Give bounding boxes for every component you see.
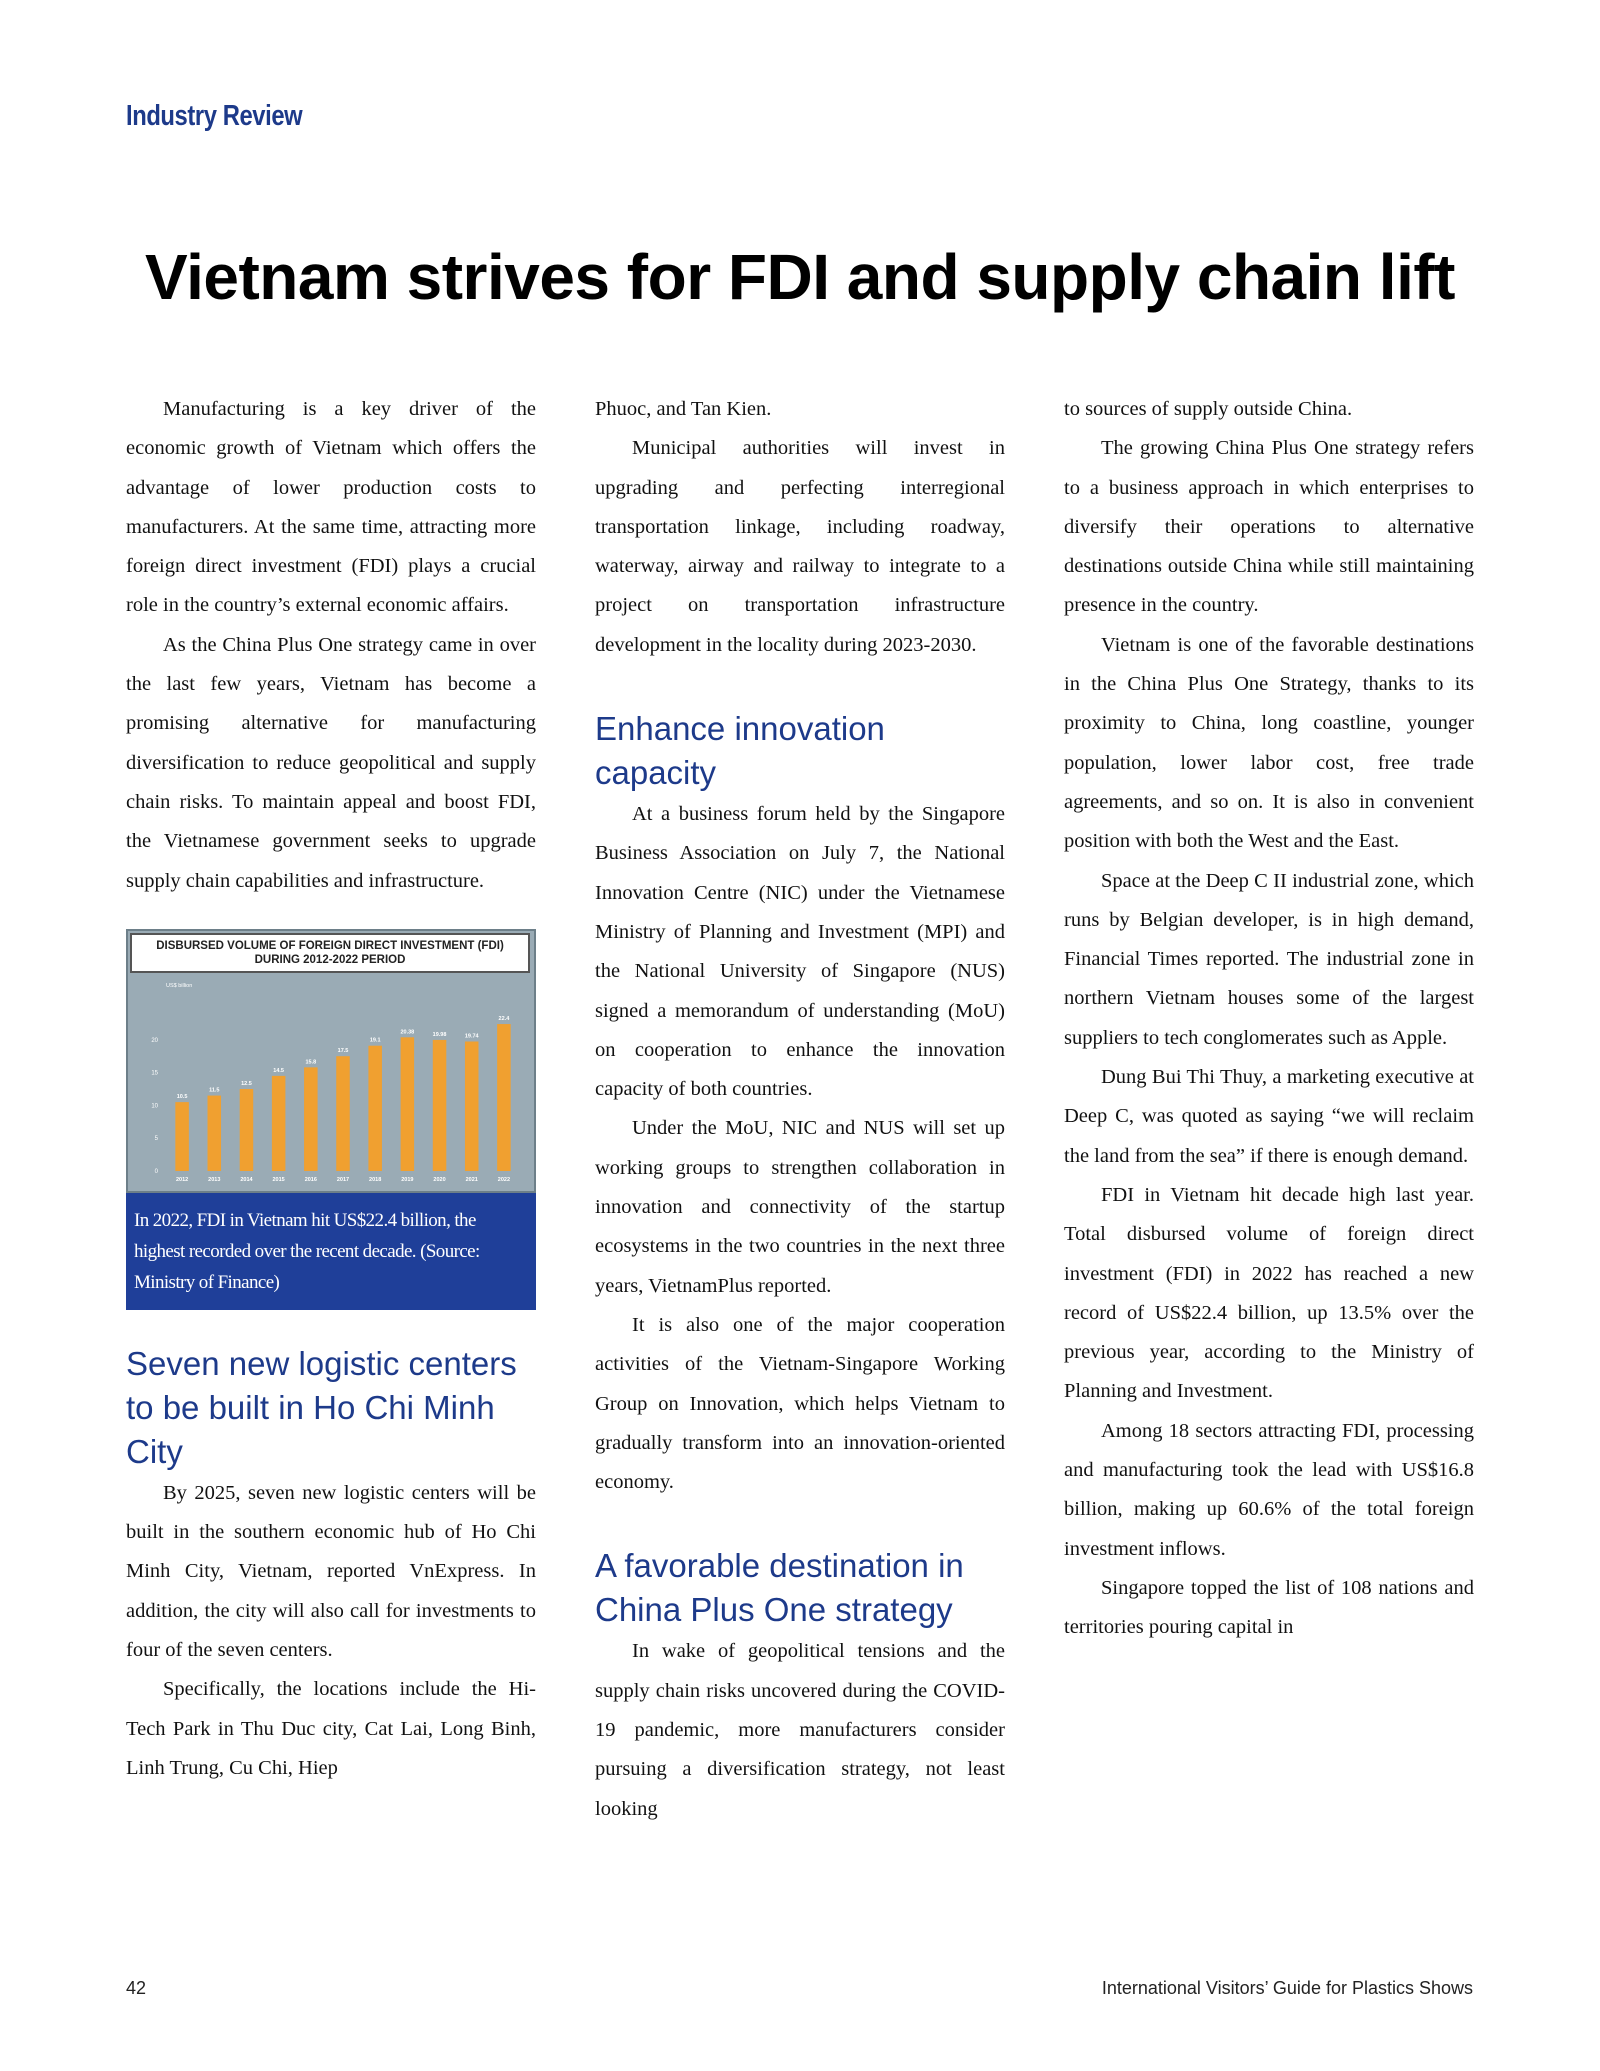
page-number: 42: [126, 1978, 147, 1998]
paragraph: At a business forum held by the Singapore Business Association on July 7, the National Innovation Centre (NIC) under the Vietnamese Ministry of Planning and Investment (MPI) and the National University of Singapore (NUS) signed a memorandum of understanding (MoU) on cooperation to enhance the innovation capacity of both countries.: [595, 803, 1005, 1101]
paragraph: As the China Plus One strategy came in over the last few years, Vietnam has become a promising alternative for manufacturing diversification to reduce geopolitical and supply chain risks. To maintain appeal and boost FDI, the Vietnamese government seeks to upgrade supply chain capabilities and infrastructure.: [126, 633, 536, 892]
y-tick-label: 20: [151, 1037, 158, 1044]
chart-bar: [465, 1041, 479, 1170]
x-tick-label: 2018: [369, 1176, 382, 1183]
chart-bar: [272, 1076, 286, 1171]
chart-bar: [240, 1089, 254, 1171]
x-tick-label: 2012: [175, 1176, 189, 1183]
paragraph: Phuoc, and Tan Kien.: [595, 398, 772, 420]
paragraph: to sources of supply outside China.: [1064, 398, 1353, 420]
paragraph: Manufacturing is a key driver of the economic growth of Vietnam which offers the advantage of lower production costs to manufacturers. At the same time, attracting more foreign direct investment (FDI) plays a crucial role in the country’s external economic affairs.: [126, 398, 536, 617]
y-tick-label: 0: [154, 1168, 158, 1175]
x-tick-label: 2016: [304, 1176, 317, 1183]
paragraph: Under the MoU, NIC and NUS will set up working groups to strengthen collaboration in innovation and connectivity of the startup ecosystems in the two countries in the next three years, VietnamPlus reported.: [595, 1117, 1005, 1297]
bar-value-label: 10.5: [176, 1093, 188, 1100]
bar-value-label: 11.5: [209, 1087, 220, 1094]
chart-bar: [208, 1095, 222, 1170]
column-3: [1064, 390, 1474, 1648]
paragraph: By 2025, seven new logistic centers will be built in the southern economic hub of Ho Chi Minh City, Vietnam, reported VnExpress. In addition, the city will also call for investments to four of the seven centers.: [126, 1481, 536, 1662]
fdi-chart: [126, 929, 536, 1193]
paragraph: In wake of geopolitical tensions and the supply chain risks uncovered during the COVID-19 pandemic, more manufacturers consider pursuing a diversification strategy, not least looking: [595, 1640, 1005, 1820]
paragraph: The growing China Plus One strategy refers to a business approach in which enterprises to diversify their operations to alternative destinations outside China while still maintaining presence in the country.: [1064, 437, 1474, 617]
x-tick-label: 2014: [240, 1176, 253, 1183]
paragraph: Vietnam is one of the favorable destinations in the China Plus One Strategy, thanks to its proximity to China, long coastline, younger population, lower labor cost, free trade agreements, and so on. It is also in convenient position with both the West and the East.: [1064, 633, 1474, 853]
bar-value-label: 19.1: [369, 1037, 381, 1044]
article-headline: Vietnam strives for FDI and supply chain lift: [145, 241, 1455, 313]
bar-value-label: 14.5: [273, 1067, 284, 1074]
paragraph: Municipal authorities will invest in upgrading and perfecting interregional transportation linkage, including roadway, waterway, airway and railway to integrate to a project on transportation infrastructure development in the locality during 2023-2030.: [595, 437, 1005, 656]
y-axis-label: US$ billion: [166, 982, 193, 989]
paragraph: Space at the Deep C II industrial zone, which runs by Belgian developer, is in high demand, Financial Times reported. The industrial zone in northern Vietnam houses some of the largest suppliers to tech conglomerates such as Apple.: [1064, 869, 1474, 1049]
paragraph: Dung Bui Thi Thuy, a marketing executive at Deep C, was quoted as saying “we will reclaim the land from the sea” if there is enough demand.: [1064, 1066, 1474, 1167]
bar-value-label: 19.74: [464, 1033, 479, 1040]
x-tick-label: 2017: [336, 1176, 350, 1183]
paragraph: FDI in Vietnam hit decade high last year. Total disbursed volume of foreign direct investment (FDI) in 2022 has reached a new record of US$22.4 billion, up 13.5% over the previous year, according to the Ministry of Planning and Investment.: [1064, 1183, 1474, 1403]
y-tick-label: 5: [154, 1136, 158, 1143]
x-tick-label: 2019: [401, 1176, 414, 1183]
chart-bar: [401, 1037, 415, 1171]
section-heading: A favorable destination in China Plus One strategy: [595, 1547, 964, 1629]
bar-value-label: 17.5: [337, 1048, 349, 1055]
x-tick-label: 2022: [497, 1176, 511, 1183]
x-tick-label: 2015: [272, 1176, 285, 1183]
bar-value-label: 12.5: [241, 1080, 252, 1087]
chart-bar: [175, 1102, 189, 1171]
paragraph: Singapore topped the list of 108 nations and territories pouring capital in: [1064, 1576, 1474, 1639]
chart-bar: [304, 1067, 318, 1171]
x-tick-label: 2020: [433, 1176, 446, 1183]
section-heading: Enhance innovation capacity: [595, 710, 885, 792]
chart-bar: [336, 1056, 350, 1171]
column-1: [126, 390, 536, 1788]
x-tick-label: 2021: [465, 1176, 478, 1183]
section-heading: Seven new logistic centers to be built in Ho Chi Minh City: [126, 1344, 517, 1470]
y-tick-label: 15: [151, 1070, 158, 1077]
chart-bar: [497, 1024, 511, 1171]
section-label: Industry Review: [126, 100, 303, 132]
paragraph: It is also one of the major cooperation activities of the Vietnam-Singapore Working Group on Innovation, which helps Vietnam to gradually transform into an innovation-oriented economy.: [595, 1313, 1005, 1494]
bar-value-label: 19.98: [432, 1031, 447, 1038]
paragraph: Among 18 sectors attracting FDI, processing and manufacturing took the lead with US$16.8 billion, making up 60.6% of the total foreign investment inflows.: [1064, 1419, 1474, 1560]
bar-value-label: 22.4: [498, 1015, 510, 1022]
chart-caption: In 2022, FDI in Vietnam hit US$22.4 billion, the highest recorded over the recent decade. (Source: Ministry of Finance): [126, 1193, 536, 1310]
column-2: [595, 390, 1005, 1829]
paragraph: Specifically, the locations include the Hi-Tech Park in Thu Duc city, Cat Lai, Long Binh, Linh Trung, Cu Chi, Hiep: [126, 1678, 536, 1779]
chart-title: DISBURSED VOLUME OF FOREIGN DIRECT INVESTMENT (FDI) DURING 2012-2022 PERIOD: [130, 933, 530, 973]
y-tick-label: 10: [151, 1103, 158, 1110]
chart-bar: [433, 1040, 447, 1171]
bar-value-label: 20.38: [400, 1029, 415, 1036]
bar-value-label: 15.8: [305, 1059, 317, 1066]
chart-plot: [128, 975, 534, 1191]
publication-name: International Visitors’ Guide for Plastics Shows: [1101, 1978, 1473, 1998]
chart-bar: [368, 1046, 382, 1171]
x-tick-label: 2013: [208, 1176, 221, 1183]
